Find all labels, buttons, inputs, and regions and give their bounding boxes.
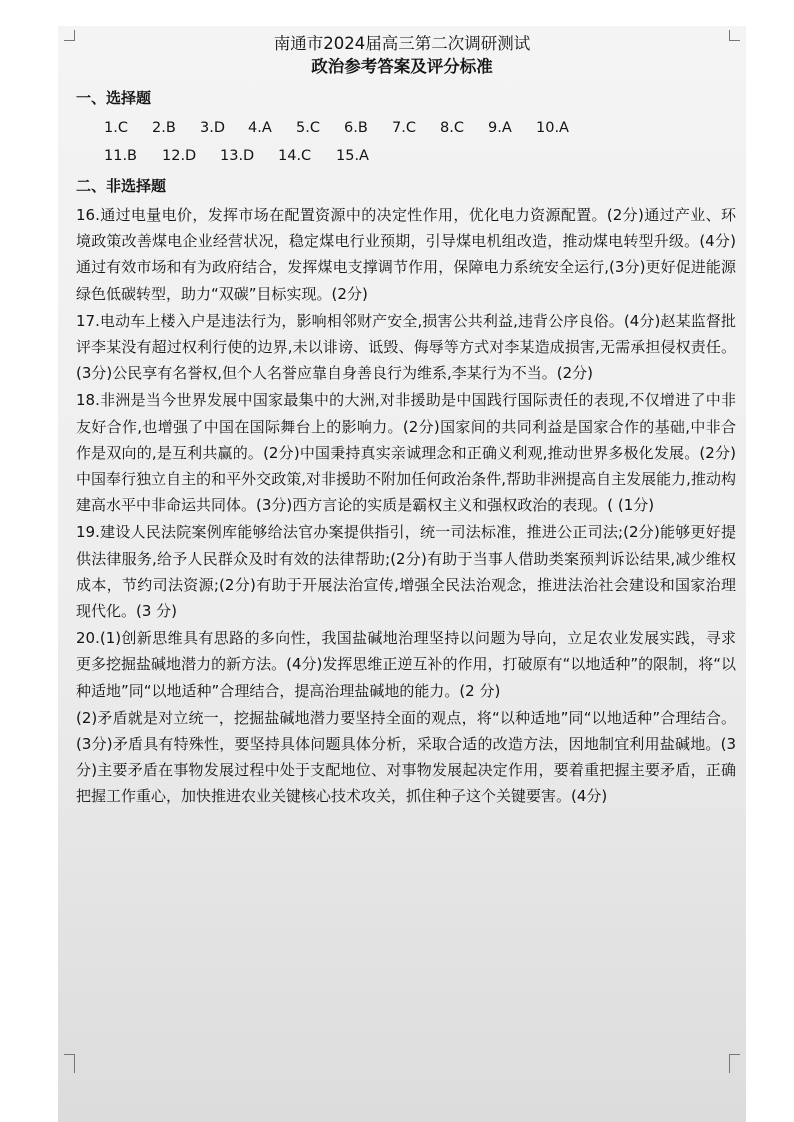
document-title: 政治参考答案及评分标准 [311,57,493,76]
answer-item: 3.D [200,120,225,136]
answer-item: 10.A [536,120,569,136]
answer-paragraph-16: 16.通过电量电价，发挥市场在配置资源中的决定性作用，优化电力资源配置。(2分)通过产业、环境政策改善煤电企业经营状况，稳定煤电行业预期，引导煤电机组改造，推动煤电转型升级。(4分)通过有效市场和有为政府结合，发挥煤电支撑调节作用，保障电力系统安全运行,(3分)更好促进能源绿色低碳转型，助力“双碳”目标实现。(2分) [76,206,736,303]
answer-item: 1.C [104,120,128,136]
answer-item: 2.B [152,120,176,136]
answer-item: 13.D [220,148,255,164]
answer-item: 15.A [336,148,369,164]
answer-paragraph-19: 19.建设人民法院案例库能够给法官办案提供指引，统一司法标准，推进公正司法;(2分)能够更好提供法律服务,给予人民群众及时有效的法律帮助;(2分)有助于当事人借助类案预判诉讼结果,减少维权成本，节约司法资源;(2分)有助于开展法治宣传,增强全民法治观念，推进法治社会建设和国家治理现代化。(3 分) [76,523,736,621]
answer-paragraph-20-2: (2)矛盾就是对立统一，挖掘盐碱地潜力要坚持全面的观点，将“以种适地”同“以地适种”合理结合。(3分)矛盾具有特殊性，要坚持具体问题具体分析，采取合适的改造方法，因地制宜利用盐碱地。(3 分)主要矛盾在事物发展过程中处于支配地位、对事物发展起决定作用，要着重把握主要矛盾，正确把握工作重心，加快推进农业关键核心技术攻关，抓住种子这个关键要害。(4分) [76,708,736,806]
document-page [58,26,746,1122]
answer-paragraph-20-1: 20.(1)创新思维具有思路的多向性，我国盐碱地治理坚持以问题为导向，立足农业发展实践，寻求更多挖掘盐碱地潜力的新方法。(4分)发挥思维正逆互补的作用，打破原有“以地适种”的限制，将“以种适地”同“以地适种”合理结合，提高治理盐碱地的能力。(2 分) [76,629,736,700]
answer-item: 4.A [248,120,272,136]
answer-item: 6.B [344,120,368,136]
answer-row-1 [104,118,584,138]
answer-item: 9.A [488,120,512,136]
section-heading-choice: 一、选择题 [76,89,152,107]
answer-item: 12.D [162,148,197,164]
answer-item: 14.C [278,148,312,164]
answer-row-2 [104,146,394,166]
answer-item: 7.C [392,120,416,136]
answer-paragraph-18: 18.非洲是当今世界发展中国家最集中的大洲,对非援助是中国践行国际责任的表现,不仅增进了中非友好合作,也增强了中国在国际舞台上的影响力。(2分)国家间的共同利益是国家合作的基础,中非合作是双向的,是互利共赢的。(2分)中国秉持真实亲诚理念和正确义利观,推动世界多极化发展。(2分)中国奉行独立自主的和平外交政策,对非援助不附加任何政治条件,帮助非洲提高自主发展能力,推动构建高水平中非命运共同体。(3分)西方言论的实质是霸权主义和强权政治的表现。( (1分) [76,391,736,515]
answer-item: 11.B [104,148,138,164]
exam-title: 南通市2024届高三第二次调研测试 [273,34,531,53]
answer-item: 8.C [440,120,464,136]
answer-body [76,202,736,810]
crop-mark [729,1054,740,1073]
answer-paragraph-17: 17.电动车上楼入户是违法行为，影响相邻财产安全,损害公共利益,违背公序良俗。(4分)赵某监督批评李某没有超过权利行使的边界,未以诽谤、诋毁、侮辱等方式对李某造成损害,无需承担侵权责任。(3分)公民享有名誉权,但个人名誉应靠自身善良行为维系,李某行为不当。(2分) [76,311,736,383]
crop-mark [64,1054,75,1073]
section-heading-nonchoice: 二、非选择题 [76,177,167,195]
answer-item: 5.C [296,120,320,136]
